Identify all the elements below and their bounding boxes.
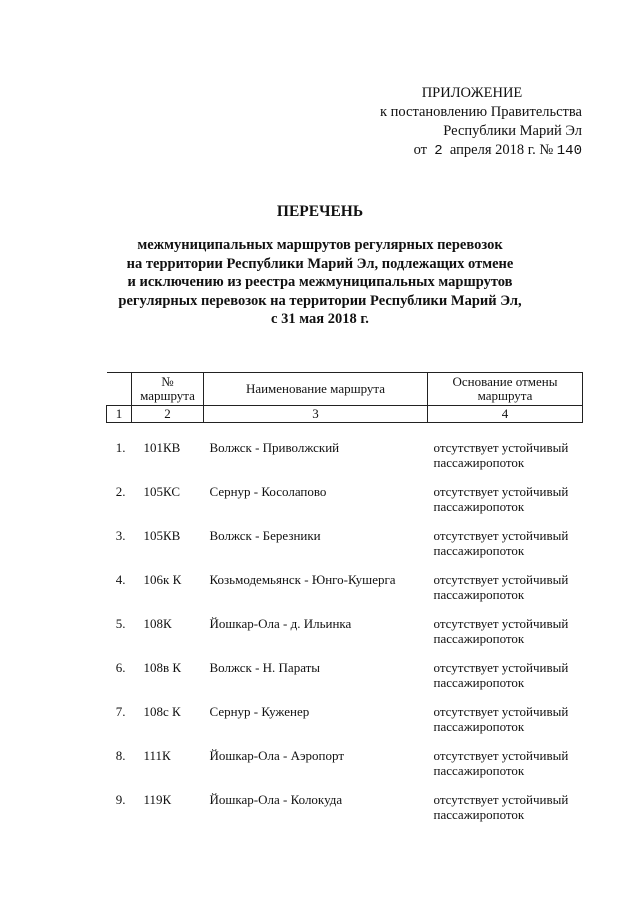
reason-line: отсутствует устойчивый	[433, 616, 569, 631]
subtitle-line: межмуниципальных маршрутов регулярных перевозок	[137, 237, 503, 253]
date-prefix: от	[413, 142, 427, 158]
row-index: 6.	[115, 660, 126, 675]
reason-line: отсутствует устойчивый	[433, 440, 569, 455]
route-code: 101КВ	[143, 440, 181, 455]
table-row	[107, 660, 583, 704]
column-number: 1	[107, 406, 132, 423]
routes-body	[107, 423, 583, 837]
document-subtitle	[0, 236, 640, 329]
appendix-block	[322, 84, 582, 161]
appendix-line-1: к постановлению Правительства	[380, 104, 582, 120]
reason-line: пассажиропоток	[433, 543, 525, 558]
cancel-reason	[428, 528, 583, 572]
route-name: Йошкар-Ола - Колокуда	[209, 792, 343, 807]
cancel-reason	[428, 572, 583, 616]
route-name: Йошкар-Ола - Аэропорт	[209, 748, 345, 763]
route-code: 108К	[143, 616, 172, 631]
header-index	[107, 373, 132, 406]
column-number: 2	[132, 406, 204, 423]
reason-line: отсутствует устойчивый	[433, 704, 569, 719]
reason-line: пассажиропоток	[433, 763, 525, 778]
row-index: 8.	[115, 748, 126, 763]
route-name: Волжск - Н. Параты	[209, 660, 321, 675]
date-day: 2	[434, 143, 443, 159]
row-index: 7.	[115, 704, 126, 719]
date-mid: апреля 2018 г. №	[449, 142, 554, 158]
subtitle-line: регулярных перевозок на территории Республики Марий Эл,	[118, 292, 522, 309]
cancel-reason	[428, 616, 583, 660]
table-header-row	[107, 373, 583, 406]
cancel-reason	[428, 748, 583, 792]
table-row	[107, 792, 583, 836]
reason-line: отсутствует устойчивый	[433, 528, 569, 543]
reason-line: отсутствует устойчивый	[433, 572, 569, 587]
cancel-reason	[428, 704, 583, 748]
subtitle-line: и исключению из реестра межмуниципальных маршрутов	[127, 274, 513, 290]
header-cancel-reason-line2: маршрута	[477, 388, 533, 403]
subtitle-line: с 31 мая 2018 г.	[271, 311, 369, 327]
route-name: Сернур - Косолапово	[209, 484, 327, 499]
appendix-date	[322, 141, 582, 161]
row-index: 3.	[115, 528, 126, 543]
reason-line: пассажиропоток	[433, 807, 525, 822]
cancel-reason	[428, 440, 583, 484]
table-row	[107, 572, 583, 616]
cancel-reason	[428, 792, 583, 836]
cancel-reason	[428, 484, 583, 528]
column-numbers-row	[107, 406, 583, 423]
header-route-number-line1: №	[161, 374, 174, 389]
reason-line: отсутствует устойчивый	[433, 660, 569, 675]
reason-line: пассажиропоток	[433, 631, 525, 646]
cancel-reason	[428, 660, 583, 704]
header-route-name: Наименование маршрута	[204, 373, 428, 406]
header-cancel-reason-line1: Основание отмены	[452, 374, 558, 389]
row-index: 5.	[115, 616, 126, 631]
header-route-number	[132, 373, 204, 406]
table-row	[107, 704, 583, 748]
route-code: 111К	[143, 748, 171, 763]
route-name: Козьмодемьянск - Юнго-Кушерга	[209, 572, 396, 587]
column-number: 4	[428, 406, 583, 423]
table-row	[107, 616, 583, 660]
route-code: 108с К	[143, 704, 181, 719]
row-index: 1.	[115, 440, 126, 455]
row-index: 9.	[115, 792, 126, 807]
table-row	[107, 748, 583, 792]
route-code: 105КВ	[143, 528, 181, 543]
route-code: 106к К	[143, 572, 182, 587]
reason-line: отсутствует устойчивый	[433, 748, 569, 763]
routes-table	[106, 372, 583, 836]
header-route-number-line2: маршрута	[140, 388, 195, 403]
reason-line: пассажиропоток	[433, 455, 525, 470]
reason-line: пассажиропоток	[433, 719, 525, 734]
reason-line: пассажиропоток	[433, 499, 525, 514]
column-number: 3	[204, 406, 428, 423]
reason-line: пассажиропоток	[433, 587, 525, 602]
appendix-line-2: Республики Марий Эл	[443, 123, 582, 139]
route-code: 108в К	[143, 660, 182, 675]
route-name: Йошкар-Ола - д. Ильинка	[209, 616, 352, 631]
table-row	[107, 440, 583, 484]
subtitle-line: на территории Республики Марий Эл, подлежащих отмене	[126, 255, 514, 272]
route-code: 119К	[143, 792, 172, 807]
route-code: 105КС	[143, 484, 181, 499]
appendix-title: ПРИЛОЖЕНИЕ	[421, 85, 523, 101]
reason-line: отсутствует устойчивый	[433, 484, 569, 499]
reason-line: пассажиропоток	[433, 675, 525, 690]
route-name: Волжск - Березники	[209, 528, 321, 543]
table-row	[107, 528, 583, 572]
reason-line: отсутствует устойчивый	[433, 792, 569, 807]
route-name: Волжск - Приволжский	[209, 440, 340, 455]
document-title: ПЕРЕЧЕНЬ	[276, 203, 364, 220]
route-name: Сернур - Куженер	[209, 704, 310, 719]
row-index: 2.	[115, 484, 126, 499]
row-index: 4.	[115, 572, 126, 587]
table-row	[107, 484, 583, 528]
header-cancel-reason	[428, 373, 583, 406]
resolution-number: 140	[556, 143, 582, 159]
